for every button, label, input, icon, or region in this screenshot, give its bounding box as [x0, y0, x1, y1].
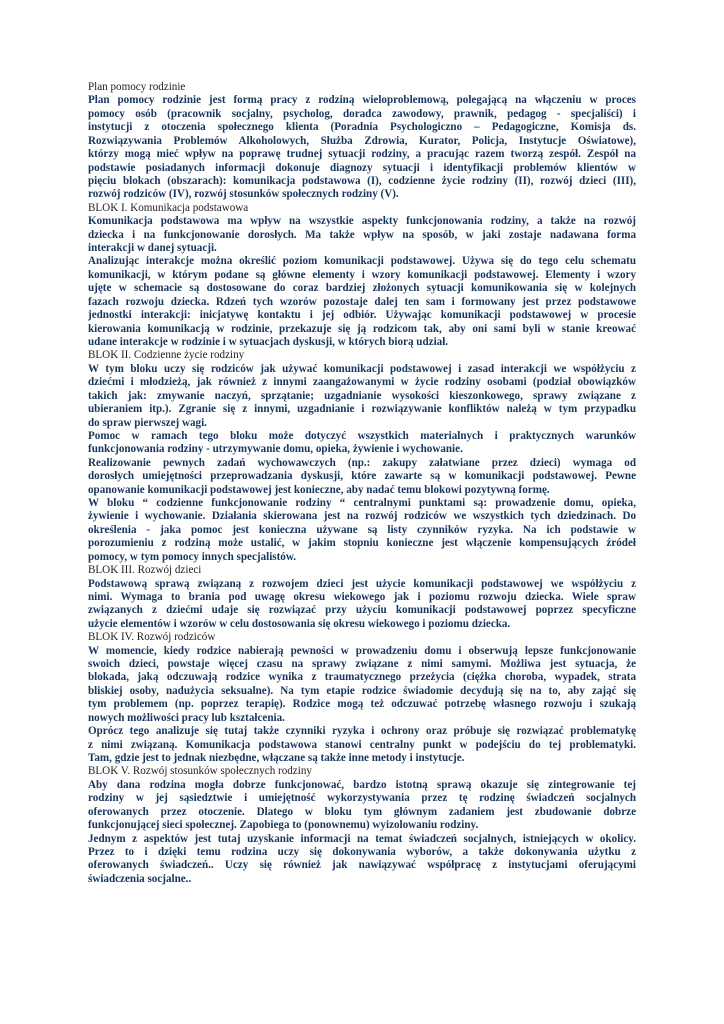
- section-heading: BLOK III. Rozwój dzieci: [88, 564, 202, 577]
- paragraph-line: związanych z dziećmi udaje się rozwiązać przy użyciu komunikacji podstawowej poprzez specyficzne: [88, 604, 636, 617]
- paragraph-line: którzy mogą mieć wpływ na poprawę trudnej sytuacji rodziny, a pracując razem tworzą zespół. Zespół na: [88, 148, 636, 161]
- paragraph-line: użycie elementów i wzorów w celu dostosowania się okresu wiekowego i poziomu dziecka.: [88, 617, 511, 630]
- paragraph-line: rodziny w jej sąsiedztwie i umiejętność wykorzystywania przez tę rodzinę świadczeń socjalnych: [88, 792, 636, 805]
- paragraph-line: Tam, gdzie jest to jednak niezbędne, włączane są także inne metody i instytucje.: [88, 752, 465, 764]
- paragraph-line: dorosłych umiejętności przeprowadzania dyskusji, które zawarte są w komunikacji podstawowej. Pewne: [88, 470, 636, 483]
- paragraph-line: nimi. Wymaga to brania pod uwagę okresu wiekowego jak i poziomu rozwoju dziecka. Wiele spraw: [88, 590, 636, 603]
- paragraph-line: jednostki interakcji: inicjatywę kontaktu i jej odbiór. Używając komunikacji podstawowej w procesie: [88, 309, 636, 322]
- paragraph-line: określenia - jaka pomoc jest konieczna używane są listy czynników ryzyka. Na ich podstawie w: [88, 523, 636, 536]
- paragraph-line: pięciu blokach (obszarach): komunikacja podstawowa (I), codzienne życie rodziny (II), rozwój dzieci (III),: [88, 174, 636, 187]
- paragraph-line: takich jak: zmywanie naczyń, sprzątanie; uzgadnianie wysokości kieszonkowego, sprawy związane z: [88, 389, 636, 402]
- paragraph-line: oferowanych świadczeń.. Uczy się również jak nawiązywać współpracę z instytucjami oferującymi: [88, 859, 636, 872]
- paragraph-line: świadczenia socjalne..: [88, 872, 192, 885]
- paragraph-line: fazach rozwoju dziecka. Rdzeń tych wzorów pozostaje dalej ten sam i formowany jest przez podstawowe: [88, 295, 636, 308]
- section-heading: Plan pomocy rodzinie: [88, 81, 186, 93]
- paragraph-line: Aby dana rodzina mogła dobrze funkcjonować, bardzo istotną sprawą okazuje się zintegrowanie tej: [88, 778, 636, 791]
- section-heading: BLOK IV. Rozwój rodziców: [88, 631, 216, 644]
- paragraph-line: z nimi związaną. Komunikacja podstawowa stanowi centralny punkt w podejściu do tej problematyki.: [88, 738, 636, 751]
- section-heading: BLOK V. Rozwój stosunków społecznych rodziny: [88, 765, 312, 778]
- paragraph-line: pomocy osób (pracownik socjalny, psycholog, doradca zawodowy, prawnik, pedagog - specjaliści) i: [88, 107, 636, 120]
- paragraph-line: do spraw pierwszej wagi.: [88, 416, 207, 429]
- paragraph-line: Pomoc w ramach tego bloku może dotyczyć wszystkich materialnych i praktycznych warunków: [88, 429, 636, 442]
- paragraph-line: funkcjonowania rodziny - utrzymywanie domu, opieka, żywienie i wychowanie.: [88, 443, 463, 456]
- paragraph-line: opanowanie komunikacji podstawowej jest konieczne, aby nadać temu blokowi pozytywną formę.: [88, 483, 550, 496]
- paragraph-line: Realizowanie pewnych zadań wychowawczych (np.: zakupy załatwiane przez dzieci) wymaga od: [88, 456, 636, 469]
- paragraph-line: W tym bloku uczy się rodziców jak używać komunikacji podstawowej i zasad interakcji we współżyciu z: [88, 362, 636, 375]
- paragraph-line: Rozwiązywania Problemów Alkoholowych, Służba Zdrowia, Kurator, Policja, Instytucje Oświatowe),: [88, 134, 636, 147]
- paragraph-line: bliskiej osoby, nadużycia seksualne). Na tym etapie rodzice świadomie decydują się na to, aby zająć się: [88, 684, 636, 697]
- paragraph-line: funkcjonującej sieci społecznej. Zapobiega to (ponownemu) wyizolowaniu rodziny.: [88, 819, 479, 832]
- paragraph-line: dziećmi i młodzieżą, jak również z innymi zaangażowanymi w życie rodziny osobami (podział obowiązków: [88, 376, 636, 389]
- paragraph-line: interakcji w danej sytuacji.: [88, 242, 217, 255]
- paragraph-line: kierowania komunikacją w rodzinie, przekazuje się ją rodzicom tak, aby oni sami byli w stanie kreować: [88, 322, 636, 335]
- paragraph-line: Komunikacja podstawowa ma wpływ na wszystkie aspekty funkcjonowania rodziny, a także na rozwój: [88, 215, 636, 228]
- paragraph-line: pomocy, w tym pomocy innych specjalistów.: [88, 550, 297, 563]
- paragraph-line: udane interakcje w rodzinie i w sytuacjach dyskusji, w których biorą udział.: [88, 335, 449, 348]
- paragraph-line: swoich dzieci, powstaje więcej czasu na sprawy związane z nimi samymi. Możliwa jest sytuacja, że: [88, 658, 636, 671]
- section-heading: BLOK I. Komunikacja podstawowa: [88, 201, 249, 214]
- paragraph-line: ubieraniem itp.). Zgranie się z innymi, uzgadnianie i rozwiązywanie konfliktów należą w tym przypadku: [88, 403, 636, 416]
- paragraph-line: Plan pomocy rodzinie jest formą pracy z rodziną wieloproblemową, polegającą na włączeniu w proces: [88, 94, 636, 107]
- paragraph-line: żywienie i wychowanie. Działania skierowana jest na rozwój rodziców we wszystkich tych dziedzinach. Do: [88, 510, 636, 523]
- paragraph-line: Analizując interakcje można określić poziom komunikacji podstawowej. Używa się do tego celu schematu: [88, 255, 636, 268]
- paragraph-line: nowych możliwości pracy lub kształcenia.: [88, 711, 285, 724]
- paragraph-line: komunikacji, w którym podane są główne elementy i wzory komunikacji podstawowej. Elementy i wzory: [88, 268, 636, 281]
- paragraph-line: Jednym z aspektów jest tutaj uzyskanie informacji na temat świadczeń socjalnych, istniejących w okolicy.: [88, 832, 636, 845]
- paragraph-line: W bloku “ codzienne funkcjonowanie rodziny “ centralnymi punktami są: prowadzenie domu, opieka,: [88, 497, 636, 510]
- paragraph-line: oferowanych przez otoczenie. Dlatego w bloku tym głównym zadaniem jest zbudowanie dobrze: [88, 805, 636, 818]
- paragraph-line: Podstawową sprawą związaną z rozwojem dzieci jest użycie komunikacji podstawowej we współżyciu z: [88, 577, 636, 590]
- paragraph-line: podstawie posiadanych informacji dokonuje diagnozy sytuacji i identyfikacji problemów klientów w: [88, 161, 636, 174]
- paragraph-line: Oprócz tego analizuje się tutaj także czynniki ryzyka i ochrony oraz próbuje się rozwiązać problematykę: [88, 725, 636, 738]
- paragraph-line: blokada, jaką odczuwają rodzice wynika z traumatycznego przeżycia (ciężka choroba, wypadek, strata: [88, 671, 636, 684]
- paragraph-line: W momencie, kiedy rodzice nabierają pewności w prowadzeniu domu i obserwują lepsze funkcjonowanie: [88, 644, 636, 657]
- section-heading: BLOK II. Codzienne życie rodziny: [88, 349, 245, 362]
- paragraph-line: ujęte w schemacie są dostosowane do coraz bardziej złożonych sytuacji komunikowania się w kolejnych: [88, 282, 636, 295]
- paragraph-line: tym problemem (np. poprzez terapię). Rodzice mogą też odczuwać potrzebę własnego rozwoju i szukają: [88, 698, 636, 711]
- paragraph-line: rozwój rodziców (IV), rozwój stosunków społecznych rodziny (V).: [88, 188, 399, 201]
- paragraph-line: Przez to i dzięki temu rodzina uczy się dokonywania wyborów, a także dokonywania użytku z: [88, 845, 636, 858]
- paragraph-line: instytucji z otoczenia społecznego klienta (Poradnia Psychologiczno – Pedagogiczne, Komisja ds.: [88, 121, 636, 134]
- paragraph-line: dziecka i na funkcjonowanie dorosłych. Ma także wpływ na sposób, w jaki zostaje nadawana forma: [88, 228, 636, 241]
- paragraph-line: porozumieniu z rodziną może ustalić, w jakim stopniu konieczne jest włączenie kompensujących źródeł: [88, 537, 636, 550]
